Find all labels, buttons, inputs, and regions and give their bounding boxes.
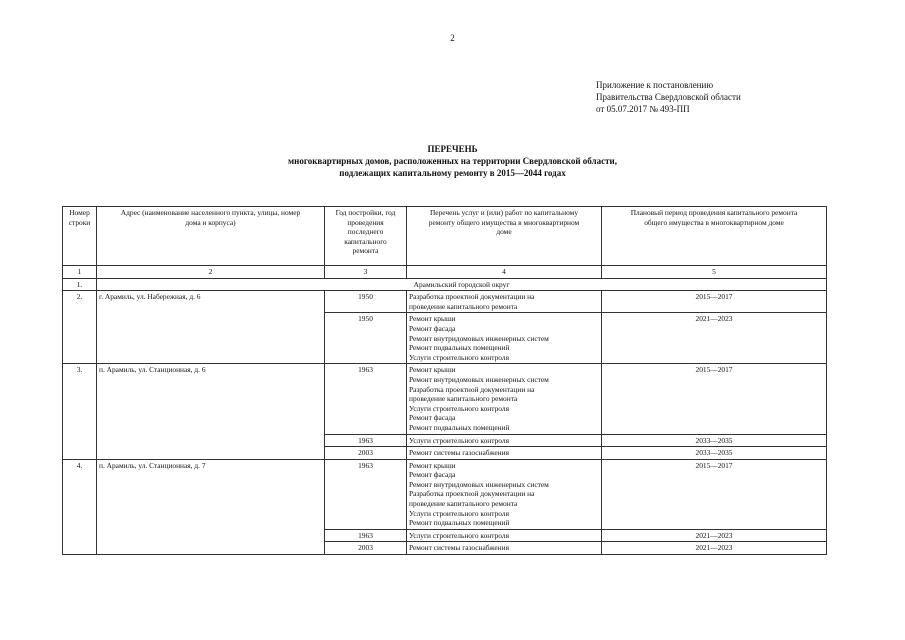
services-cell: Услуги строительного контроля bbox=[407, 529, 602, 542]
document-title bbox=[0, 143, 905, 179]
address-cell: г. Арамиль, ул. Набережная, д. 6 bbox=[97, 291, 325, 364]
services-cell: Ремонт системы газоснабжения bbox=[407, 542, 602, 555]
column-number: 4 bbox=[407, 266, 602, 279]
year-cell: 2003 bbox=[325, 542, 407, 555]
table-row bbox=[63, 278, 827, 291]
period-cell: 2021—2023 bbox=[602, 542, 827, 555]
services-cell: Услуги строительного контроля bbox=[407, 434, 602, 447]
table-row bbox=[63, 291, 827, 313]
period-cell: 2033—2035 bbox=[602, 447, 827, 460]
houses-table bbox=[62, 206, 827, 555]
period-cell: 2021—2023 bbox=[602, 313, 827, 364]
table-row bbox=[63, 459, 827, 529]
row-number: 3. bbox=[63, 364, 97, 459]
row-number: 4. bbox=[63, 459, 97, 554]
year-cell: 1950 bbox=[325, 313, 407, 364]
services-cell: Разработка проектной документации на проведение капитального ремонта bbox=[407, 291, 602, 313]
appendix-line: Правительства Свердловской области bbox=[596, 92, 741, 102]
services-cell: Ремонт крыши Ремонт внутридомовых инженерных систем Разработка проектной документации на проведение капитального ремонта Услуги строительного контроля Ремонт фасада Ремонт подвальных помещений bbox=[407, 364, 602, 434]
header-address: Адрес (наименование населенного пункта, улицы, номер дома и корпуса) bbox=[97, 207, 325, 266]
column-number: 1 bbox=[63, 266, 97, 279]
column-number: 5 bbox=[602, 266, 827, 279]
address-cell: п. Арамиль, ул. Станционная, д. 7 bbox=[97, 459, 325, 554]
year-cell: 1950 bbox=[325, 291, 407, 313]
services-cell: Ремонт системы газоснабжения bbox=[407, 447, 602, 460]
services-cell: Ремонт крыши Ремонт фасада Ремонт внутридомовых инженерных систем Разработка проектной документации на проведение капитального ремонта Услуги строительного контроля Ремонт подвальных помещений bbox=[407, 459, 602, 529]
row-number: 2. bbox=[63, 291, 97, 364]
column-number: 2 bbox=[97, 266, 325, 279]
period-cell: 2021—2023 bbox=[602, 529, 827, 542]
year-cell: 1963 bbox=[325, 459, 407, 529]
title-heading: ПЕРЕЧЕНЬ bbox=[427, 144, 478, 154]
header-row-number: Номер строки bbox=[63, 207, 97, 266]
year-cell: 2003 bbox=[325, 447, 407, 460]
year-cell: 1963 bbox=[325, 364, 407, 434]
page-number: 2 bbox=[450, 33, 455, 43]
appendix-note bbox=[596, 79, 741, 115]
services-cell: Ремонт крыши Ремонт фасада Ремонт внутридомовых инженерных систем Ремонт подвальных помещений Услуги строительного контроля bbox=[407, 313, 602, 364]
period-cell: 2015—2017 bbox=[602, 459, 827, 529]
period-cell: 2015—2017 bbox=[602, 364, 827, 434]
year-cell: 1963 bbox=[325, 434, 407, 447]
year-cell: 1963 bbox=[325, 529, 407, 542]
title-line: многоквартирных домов, расположенных на территории Свердловской области, bbox=[288, 156, 617, 166]
title-line: подлежащих капитальному ремонту в 2015—2044 годах bbox=[339, 168, 566, 178]
header-period: Плановый период проведения капитального ремонта общего имущества в многоквартирном доме bbox=[602, 207, 827, 266]
period-cell: 2015—2017 bbox=[602, 291, 827, 313]
address-cell: п. Арамиль, ул. Станционная, д. 6 bbox=[97, 364, 325, 459]
appendix-line: Приложение к постановлению bbox=[596, 80, 714, 90]
period-cell: 2033—2035 bbox=[602, 434, 827, 447]
row-number: 1. bbox=[63, 278, 97, 291]
column-number-row bbox=[63, 266, 827, 279]
district-label: Арамильский городской округ bbox=[97, 278, 827, 291]
appendix-line: от 05.07.2017 № 493-ПП bbox=[596, 104, 690, 114]
table-header-row bbox=[63, 207, 827, 266]
header-services: Перечень услуг и (или) работ по капитальному ремонту общего имущества в многоквартирном доме bbox=[407, 207, 602, 266]
column-number: 3 bbox=[325, 266, 407, 279]
table-row bbox=[63, 364, 827, 434]
header-year: Год постройки, год проведения последнего капитального ремонта bbox=[325, 207, 407, 266]
